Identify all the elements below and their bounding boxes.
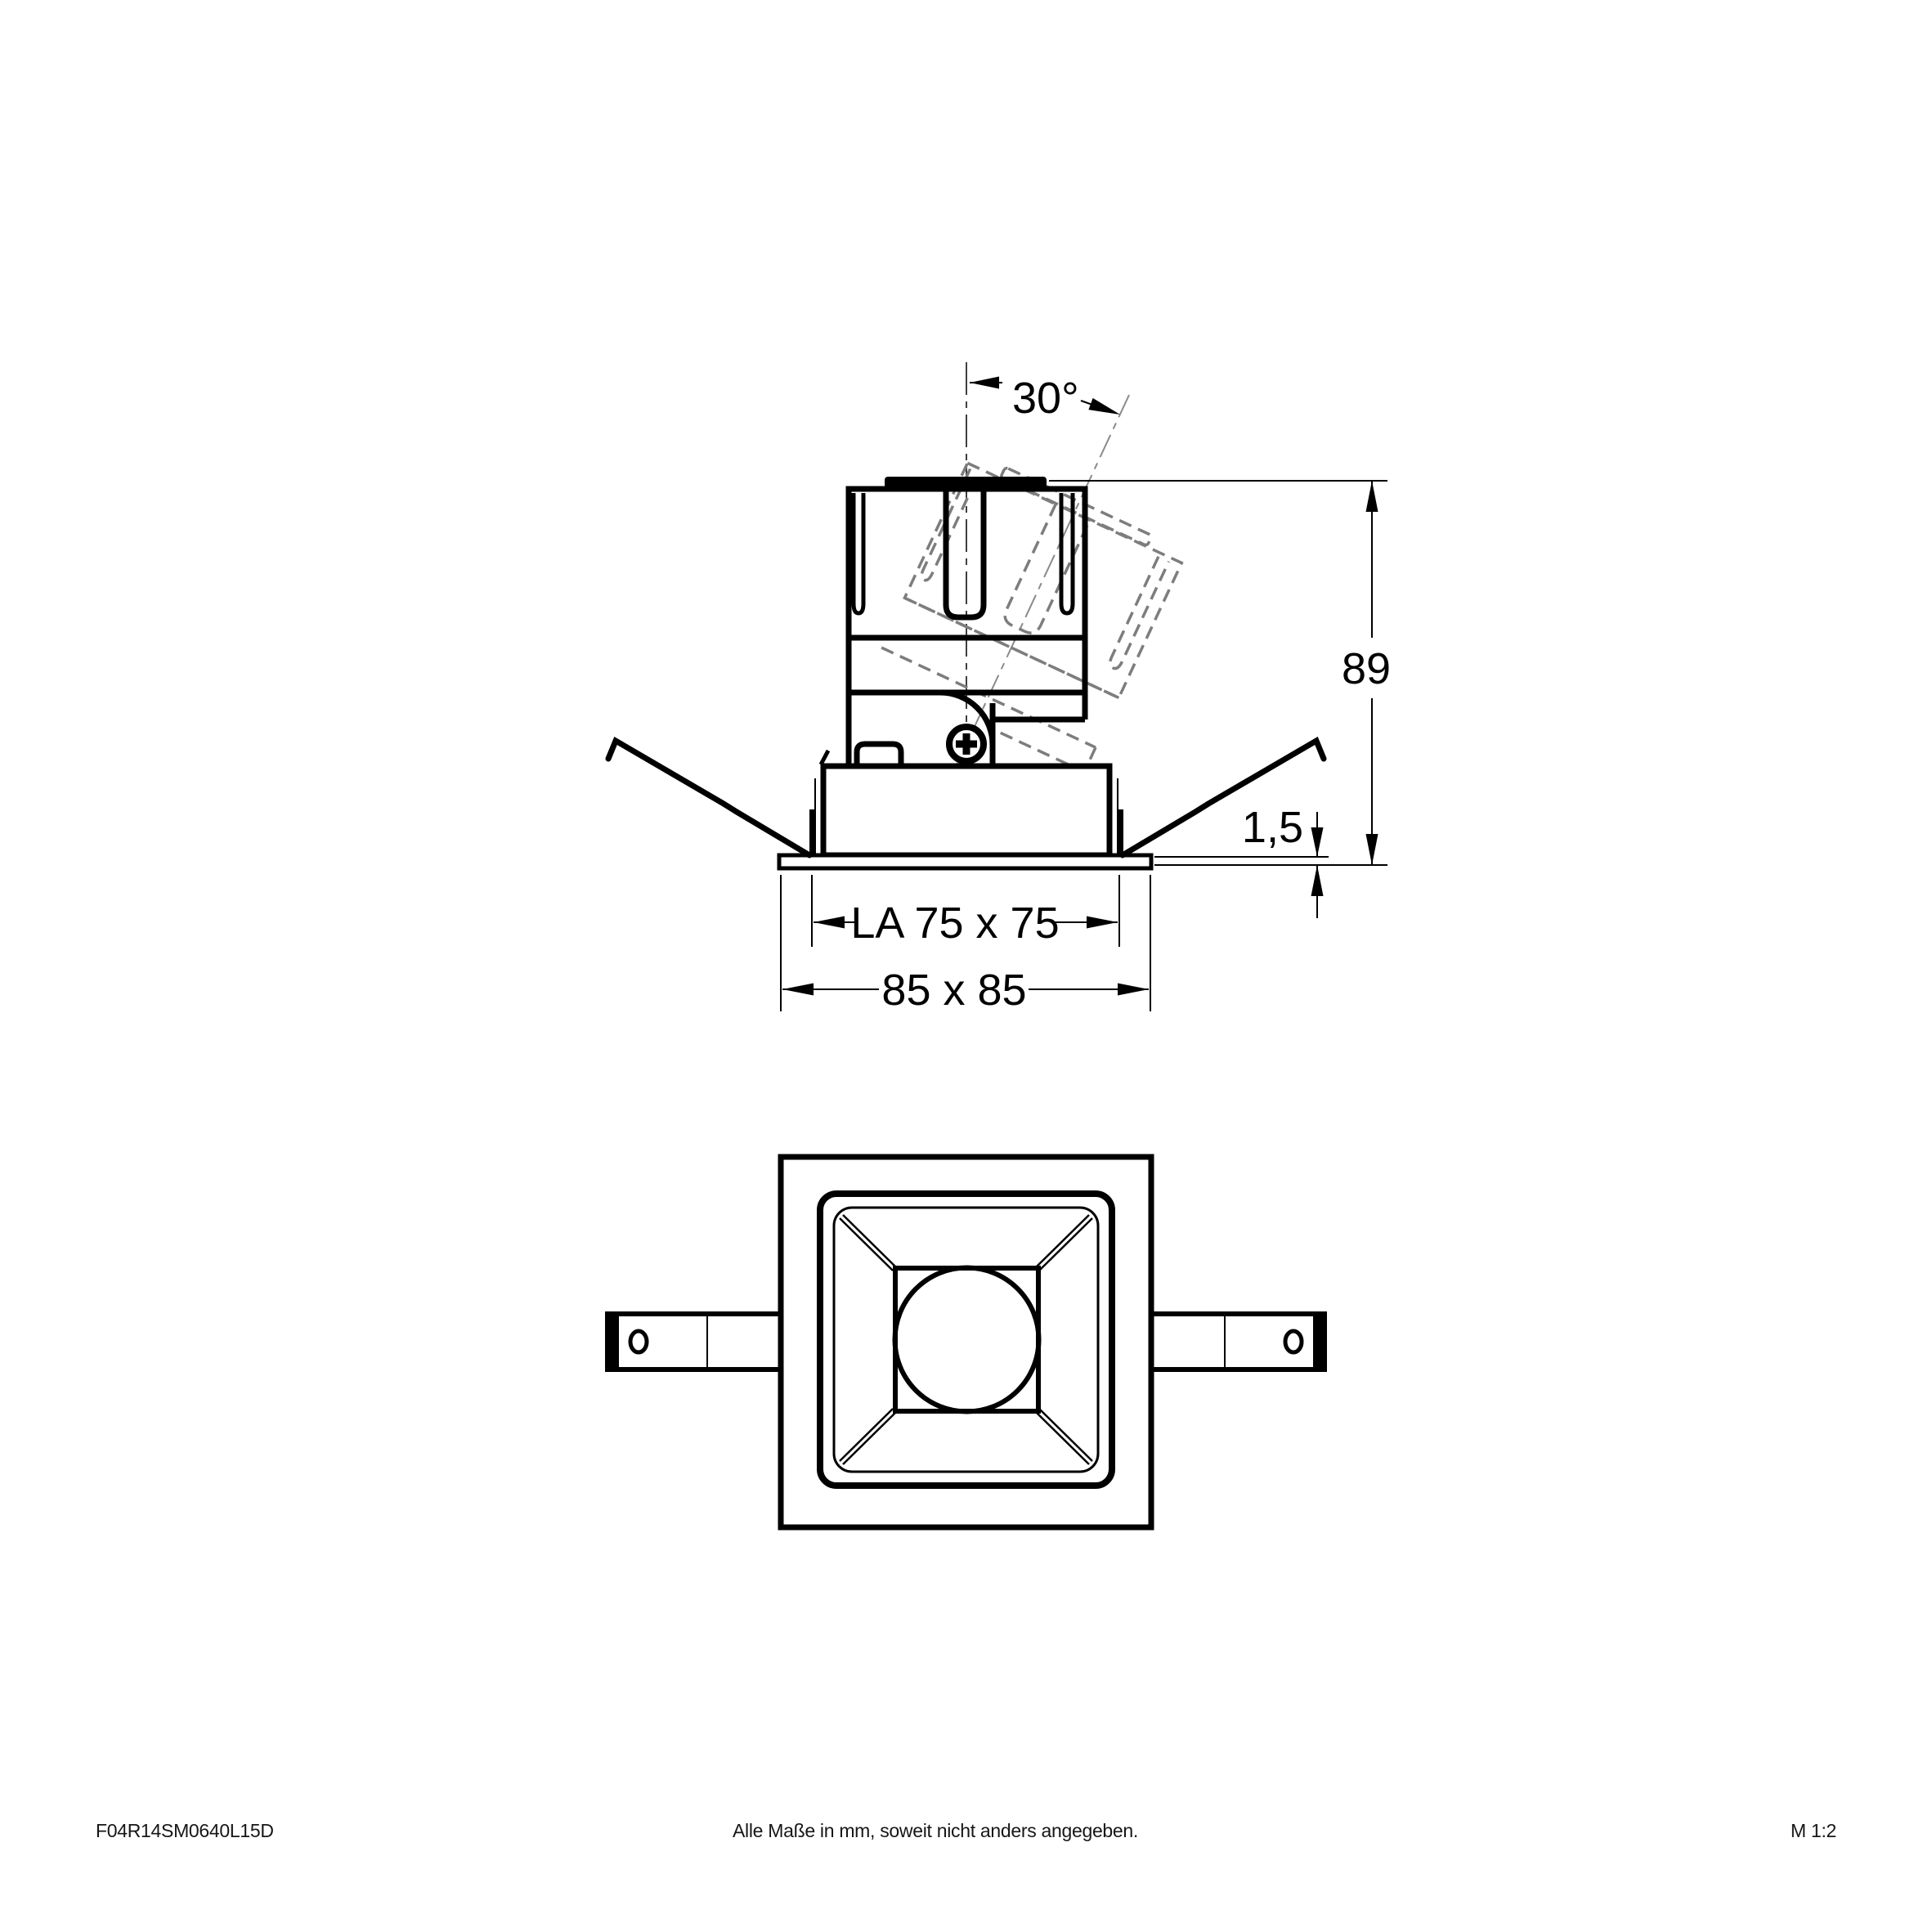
tab-end-cap [1313,1314,1325,1369]
arrowhead-down [1311,827,1324,857]
arrowhead-right [1118,984,1149,996]
footer-article-number: F04R14SM0640L15D [96,1820,274,1841]
dim-flange-thickness [1154,803,1387,918]
footer-note: Alle Maße in mm, soweit nicht anders angegeben. [733,1820,1138,1841]
arrowhead-right [1087,917,1118,929]
spring-clip-left [608,741,809,855]
ceiling-flange [779,855,1151,868]
ghost-fin-slot [1002,504,1090,637]
arrowhead-leader [1088,398,1120,415]
dim-cutout [812,875,1119,948]
overall-label: 85 x 85 [881,966,1027,1015]
footer-scale: M 1:2 [1791,1820,1837,1841]
arrowhead-up [1366,481,1378,512]
tilt-angle-label: 30° [1012,374,1079,423]
fin-slot-left [854,493,863,613]
mounting-box [823,766,1109,855]
title-block [96,1820,1836,1841]
tab-hole [630,1331,647,1352]
mounting-tab-right [1151,1314,1325,1369]
flange-thickness-label: 1,5 [1241,803,1303,852]
fin-slot-right [1061,493,1073,613]
small-tick [821,751,828,764]
tab-hole [1285,1331,1302,1352]
tab-end-cap [607,1314,619,1369]
arrowhead-left [782,984,814,996]
mounting-tab-left [607,1314,781,1369]
arrowhead-left [814,917,845,929]
height-label: 89 [1341,644,1392,693]
dim-tilt-angle [970,374,1120,423]
plan-view [607,1157,1325,1527]
side-view [608,362,1391,1015]
arrowhead-up [1311,865,1324,896]
arrowhead-left [970,377,999,389]
arrowhead-down [1366,834,1378,865]
adjustment-screw-icon [949,727,984,761]
cutout-label: LA 75 x 75 [850,899,1060,948]
cable-clamp-tab [857,744,901,766]
